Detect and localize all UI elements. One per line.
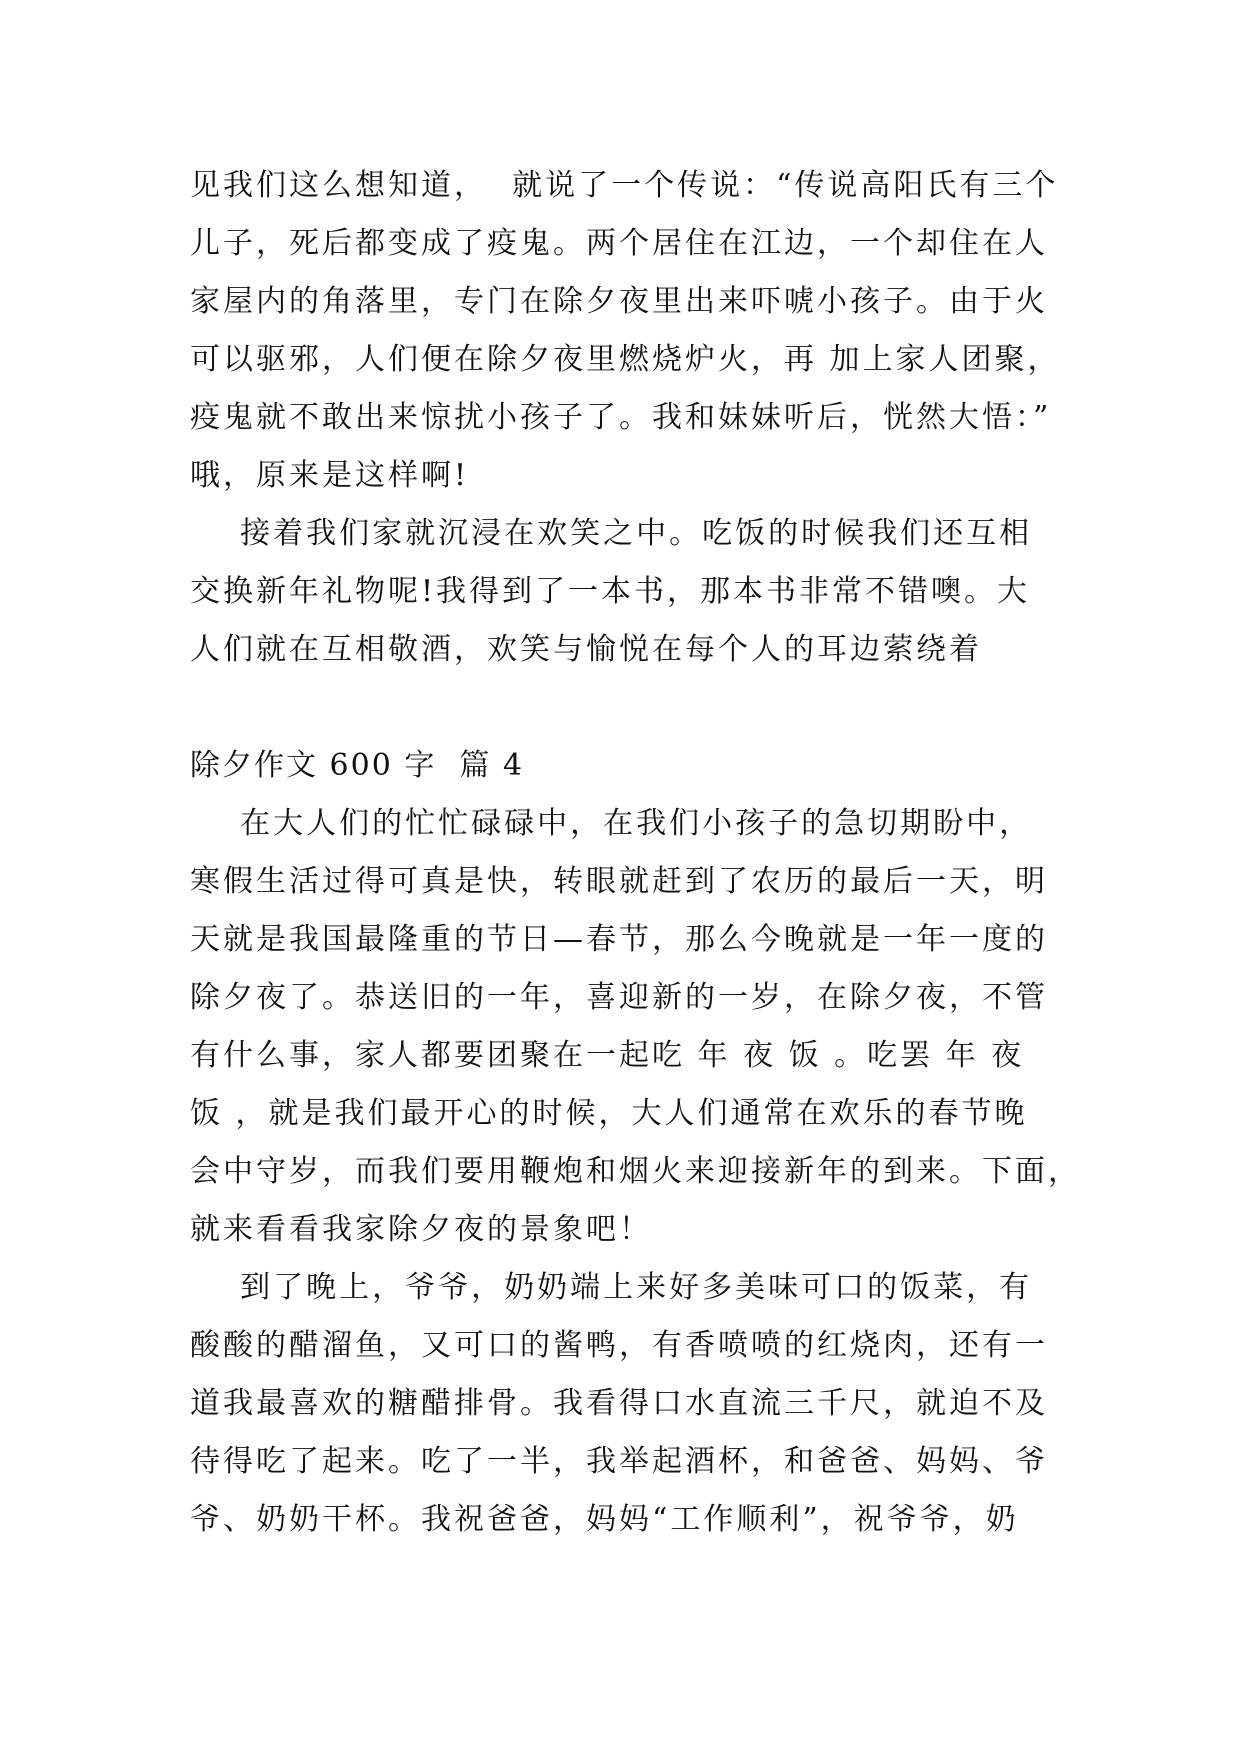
- text-line: 交换新年礼物呢!我得到了一本书，那本书非常不错噢。大: [190, 574, 1031, 609]
- text-line: 见我们这么想知道， 就说了一个传说：“传说高阳氏有三个: [190, 168, 1059, 203]
- text-line: 就来看看我家除夕夜的景象吧！: [190, 1212, 652, 1247]
- text-line: 酸酸的醋溜鱼，又可口的酱鸭，有香喷喷的红烧肉，还有一: [190, 1328, 1048, 1363]
- text-line: 有什么事，家人都要团聚在一起吃 年 夜 饭 。吃罢 年 夜: [190, 1038, 1025, 1073]
- text-line: 天就是我国最隆重的节日—春节，那么今晚就是一年一度的: [190, 922, 1048, 957]
- text-line: 爷、奶奶干杯。我祝爸爸，妈妈“工作顺利”，祝爷爷，奶: [190, 1502, 1019, 1537]
- text-line: 疫鬼就不敢出来惊扰小孩子了。我和妹妹听后，恍然大悟：”: [190, 400, 1052, 435]
- text-line: 儿子，死后都变成了疫鬼。两个居住在江边，一个却住在人: [190, 226, 1048, 261]
- text-line: 接着我们家就沉浸在欢笑之中。吃饭的时候我们还互相: [190, 516, 1033, 551]
- text-line: 除夕夜了。恭送旧的一年，喜迎新的一岁，在除夕夜，不管: [190, 980, 1048, 1015]
- text-line: 待得吃了起来。吃了一半，我举起酒杯，和爸爸、妈妈、爷: [190, 1444, 1048, 1479]
- text-line: 道我最喜欢的糖醋排骨。我看得口水直流三千尺，就迫不及: [190, 1386, 1048, 1421]
- text-line: 家屋内的角落里，专门在除夕夜里出来吓唬小孩子。由于火: [190, 284, 1048, 319]
- text-line: 寒假生活过得可真是快，转眼就赶到了农历的最后一天，明: [190, 864, 1048, 899]
- text-line: 可以驱邪，人们便在除夕夜里燃烧炉火，再 加上家人团聚，: [190, 342, 1061, 377]
- text-line: 饭 ，就是我们最开心的时候，大人们通常在欢乐的春节晚: [190, 1096, 1028, 1131]
- text-line: 哦，原来是这样啊!: [190, 458, 470, 493]
- text-line: 人们就在互相敬酒，欢笑与愉悦在每个人的耳边萦绕着: [190, 632, 982, 667]
- text-line: 到了晚上，爷爷，奶奶端上来好多美味可口的饭菜，有: [190, 1270, 1033, 1305]
- section-heading: 除夕作文 600 字 篇 4: [190, 748, 525, 783]
- text-line: 在大人们的忙忙碌碌中，在我们小孩子的急切期盼中，: [190, 806, 1033, 841]
- text-line: 会中守岁，而我们要用鞭炮和烟火来迎接新年的到来。下面，: [190, 1154, 1081, 1189]
